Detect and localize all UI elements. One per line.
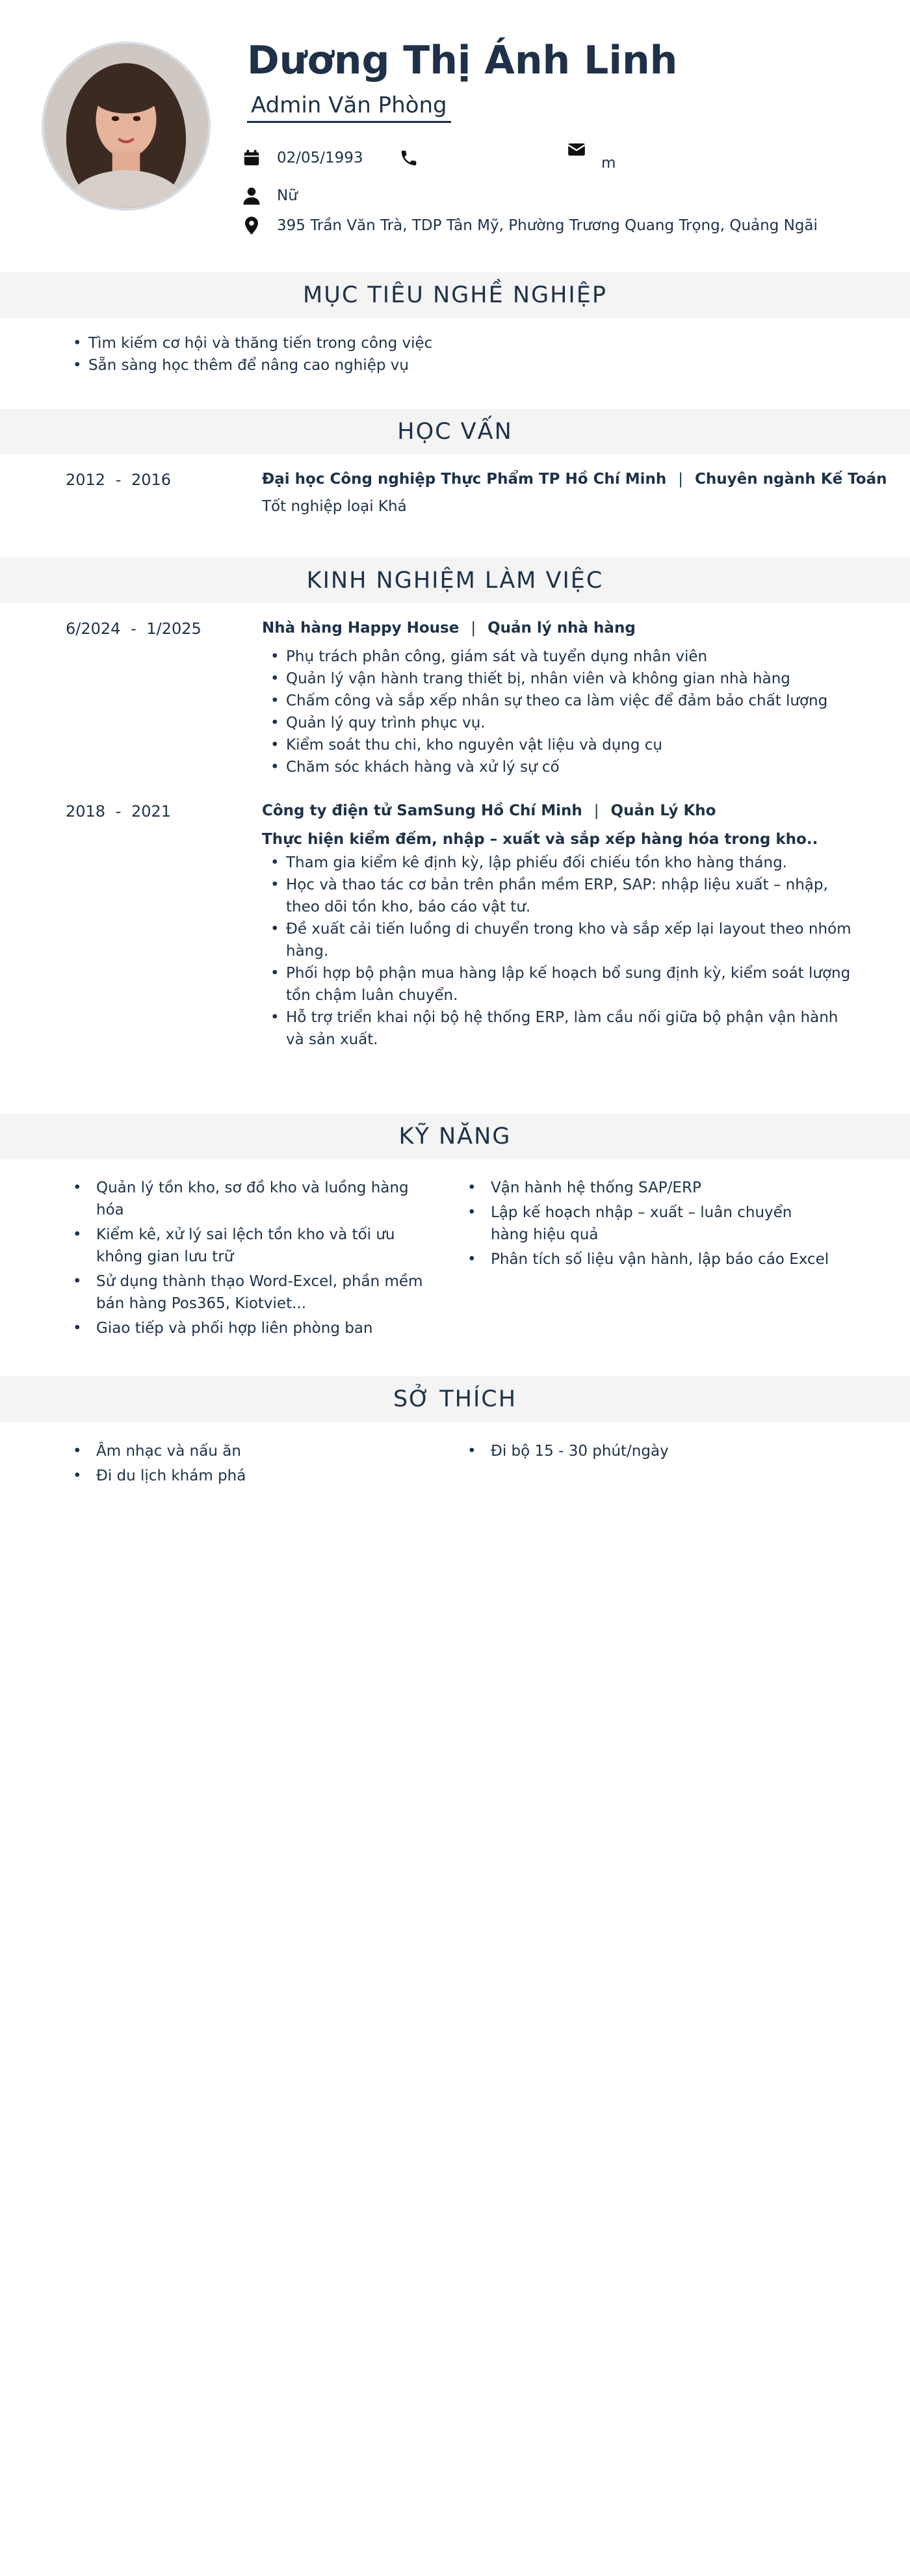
envelope-icon	[567, 142, 586, 157]
company-name: Công ty điện tử SamSung Hồ Chí Minh	[262, 802, 582, 819]
major-name: Chuyên ngành Kế Toán	[695, 471, 887, 488]
hobbies-section-header	[0, 1376, 910, 1422]
hobbies-list-right	[467, 1440, 831, 1465]
skills-section-header	[0, 1114, 910, 1159]
skills-list-right	[467, 1177, 831, 1273]
list-item: • Chăm sóc khách hàng và xử lý sự cố	[270, 756, 855, 778]
list-item: • Quản lý quy trình phục vụ.	[270, 712, 855, 734]
list-item: • Phân tích số liệu vận hành, lập báo cáo Excel	[467, 1248, 831, 1270]
list-item: • Âm nhạc và nấu ăn	[73, 1440, 437, 1462]
gender-value: Nữ	[277, 187, 298, 204]
list-item: • Sử dụng thành thạo Word-Excel, phần mềm bán hàng Pos365, Kiotviet...	[73, 1270, 437, 1315]
avatar	[42, 42, 211, 211]
experience-date-1: 6/2024 - 1/2025	[66, 620, 202, 638]
birthday-value: 02/05/1993	[277, 150, 363, 166]
list-item: • Học và thao tác cơ bản trên phần mềm ERP, SAP: nhập liệu xuất – nhập, theo dõi tồn kho, báo cáo vật tư.	[270, 874, 855, 918]
education-heading	[262, 471, 887, 488]
list-item: • Phụ trách phân công, giám sát và tuyển dụng nhân viên	[270, 646, 855, 668]
experience-summary-2: Thực hiện kiểm đếm, nhập – xuất và sắp xếp hàng hóa trong kho..	[262, 831, 818, 848]
position-name: Quản lý nhà hàng	[488, 620, 636, 637]
list-item: • Đi du lịch khám phá	[73, 1465, 437, 1487]
experience-list-1	[270, 646, 855, 778]
list-item: • Giao tiếp và phối hợp liên phòng ban	[73, 1317, 437, 1339]
separator: |	[593, 802, 599, 819]
portrait-photo	[44, 44, 208, 208]
education-date: 2012 - 2016	[66, 471, 172, 489]
objective-section-header	[0, 272, 910, 318]
experience-heading-1	[262, 620, 636, 637]
list-item: • Quản lý vận hành trang thiết bị, nhân viên và không gian nhà hàng	[270, 668, 855, 690]
list-item: • Đi bộ 15 - 30 phút/ngày	[467, 1440, 831, 1462]
list-item: • Lập kế hoạch nhập – xuất – luân chuyển hàng hiệu quả	[467, 1202, 831, 1246]
experience-date-2: 2018 - 2021	[66, 802, 172, 821]
user-icon	[242, 186, 261, 205]
list-item: • Phối hợp bộ phận mua hàng lập kế hoạch bổ sung định kỳ, kiểm soát lượng tồn chậm luân chuyển.	[270, 962, 855, 1006]
email-value[interactable]: m	[601, 155, 616, 172]
list-item: • Kiểm soát thu chi, kho nguyên vật liệu và dụng cụ	[270, 734, 855, 756]
hobbies-title: SỞ THÍCH	[393, 1386, 517, 1412]
education-section-header	[0, 409, 910, 454]
address-row	[242, 216, 818, 235]
company-name: Nhà hàng Happy House	[262, 620, 460, 637]
calendar-icon	[242, 148, 261, 168]
school-name: Đại học Công nghiệp Thực Phẩm TP Hồ Chí Minh	[262, 471, 667, 488]
list-item: • Sẵn sàng học thêm để nâng cao nghiệp vụ	[73, 354, 432, 376]
list-item: • Tìm kiếm cơ hội và thăng tiến trong công việc	[73, 332, 432, 354]
list-item: • Quản lý tồn kho, sơ đồ kho và luồng hàng hóa	[73, 1177, 437, 1221]
list-item: • Vận hành hệ thống SAP/ERP	[467, 1177, 831, 1199]
gender-row	[242, 186, 298, 205]
map-marker-icon	[242, 216, 261, 235]
list-item: • Kiểm kê, xử lý sai lệch tồn kho và tối ưu không gian lưu trữ	[73, 1224, 437, 1268]
phone-icon	[399, 148, 419, 168]
email-row	[567, 142, 616, 172]
skills-list-left	[73, 1177, 437, 1342]
objective-list	[73, 332, 432, 376]
phone-row	[399, 148, 434, 168]
candidate-name: Dương Thị Ánh Linh	[247, 38, 678, 83]
job-title: Admin Văn Phòng	[247, 92, 451, 123]
list-item: • Đề xuất cải tiến luồng di chuyển trong kho và sắp xếp lại layout theo nhóm hàng.	[270, 918, 855, 962]
position-name: Quản Lý Kho	[610, 802, 716, 819]
experience-heading-2	[262, 802, 716, 819]
birthday-row	[242, 148, 363, 168]
cv-header	[0, 0, 910, 260]
experience-list-2	[270, 852, 855, 1051]
list-item: • Tham gia kiểm kê định kỳ, lập phiếu đối chiếu tồn kho hàng tháng.	[270, 852, 855, 874]
separator: |	[471, 620, 476, 637]
objective-title: MỤC TIÊU NGHỀ NGHIỆP	[303, 282, 607, 308]
education-title: HỌC VẤN	[397, 419, 513, 445]
experience-title: KINH NGHIỆM LÀM VIỆC	[306, 568, 604, 594]
address-value: 395 Trần Văn Trà, TDP Tân Mỹ, Phường Trương Quang Trọng, Quảng Ngãi	[277, 217, 818, 234]
skills-title: KỸ NĂNG	[398, 1124, 512, 1150]
list-item: • Chấm công và sắp xếp nhân sự theo ca làm việc để đảm bảo chất lượng	[270, 690, 855, 712]
education-detail: Tốt nghiệp loại Khá	[262, 498, 407, 515]
experience-section-header	[0, 558, 910, 603]
separator: |	[678, 471, 684, 488]
hobbies-list-left	[73, 1440, 437, 1490]
list-item: • Hỗ trợ triển khai nội bộ hệ thống ERP, làm cầu nối giữa bộ phận vận hành và sản xuất.	[270, 1006, 855, 1051]
